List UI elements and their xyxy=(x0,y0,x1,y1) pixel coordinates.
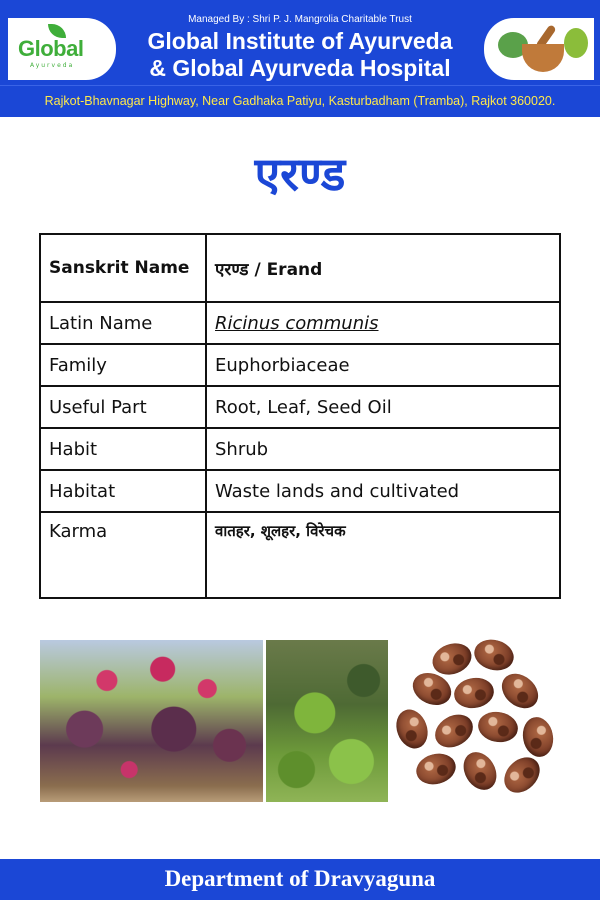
karma-value: वातहर, शूलहर, विरेचक xyxy=(206,512,560,598)
seed-icon xyxy=(471,635,517,674)
castor-plant-leaves-photo xyxy=(266,640,388,802)
table-row xyxy=(40,386,560,428)
habitat-label: Habitat xyxy=(40,470,206,512)
habitat-value: Waste lands and cultivated xyxy=(206,470,560,512)
logo-text: Global xyxy=(18,36,84,61)
family-label: Family xyxy=(40,344,206,386)
mortar-icon xyxy=(522,44,564,72)
latin-name-label: Latin Name xyxy=(40,302,206,344)
latin-name-value: Ricinus communis xyxy=(206,302,560,344)
seed-icon xyxy=(495,667,545,716)
header-banner xyxy=(0,0,600,85)
mortar-pestle-herbs-icon xyxy=(484,18,594,80)
seed-icon xyxy=(413,749,459,788)
logo-subtext: Ayurveda xyxy=(30,62,75,69)
useful-part-value: Root, Leaf, Seed Oil xyxy=(206,386,560,428)
seed-icon xyxy=(391,705,433,753)
herb-icon xyxy=(564,28,588,58)
table-row xyxy=(40,302,560,344)
table-row xyxy=(40,470,560,512)
managed-by-text: Managed By : Shri P. J. Mangrolia Charitable Trust xyxy=(188,14,412,25)
seed-icon xyxy=(452,675,497,711)
seed-icon xyxy=(520,715,556,760)
seed-icon xyxy=(429,708,479,754)
habit-value: Shrub xyxy=(206,428,560,470)
sanskrit-name-value: एरण्ड / Erand xyxy=(206,234,560,302)
habit-label: Habit xyxy=(40,428,206,470)
castor-seeds-photo xyxy=(390,638,560,806)
table-row xyxy=(40,512,560,598)
useful-part-label: Useful Part xyxy=(40,386,206,428)
herb-info-table xyxy=(39,233,561,599)
table-row xyxy=(40,234,560,302)
seed-icon xyxy=(497,750,546,799)
sanskrit-name-label: Sanskrit Name xyxy=(40,234,206,302)
address-bar: Rajkot-Bhavnagar Highway, Near Gadhaka Patiyu, Kasturbadham (Tramba), Rajkot 360020. xyxy=(0,85,600,117)
seed-icon xyxy=(476,709,521,745)
table-row xyxy=(40,344,560,386)
department-footer: Department of Dravyaguna xyxy=(0,859,600,900)
global-ayurveda-logo xyxy=(8,18,116,80)
page-title: एरण्ड xyxy=(254,147,346,201)
seed-icon xyxy=(457,746,503,796)
family-value: Euphorbiaceae xyxy=(206,344,560,386)
institute-title: Global Institute of Ayurveda xyxy=(147,28,453,54)
hospital-title: & Global Ayurveda Hospital xyxy=(149,55,451,81)
karma-label: Karma xyxy=(40,512,206,598)
castor-plant-flowering-photo xyxy=(40,640,263,802)
table-row xyxy=(40,428,560,470)
